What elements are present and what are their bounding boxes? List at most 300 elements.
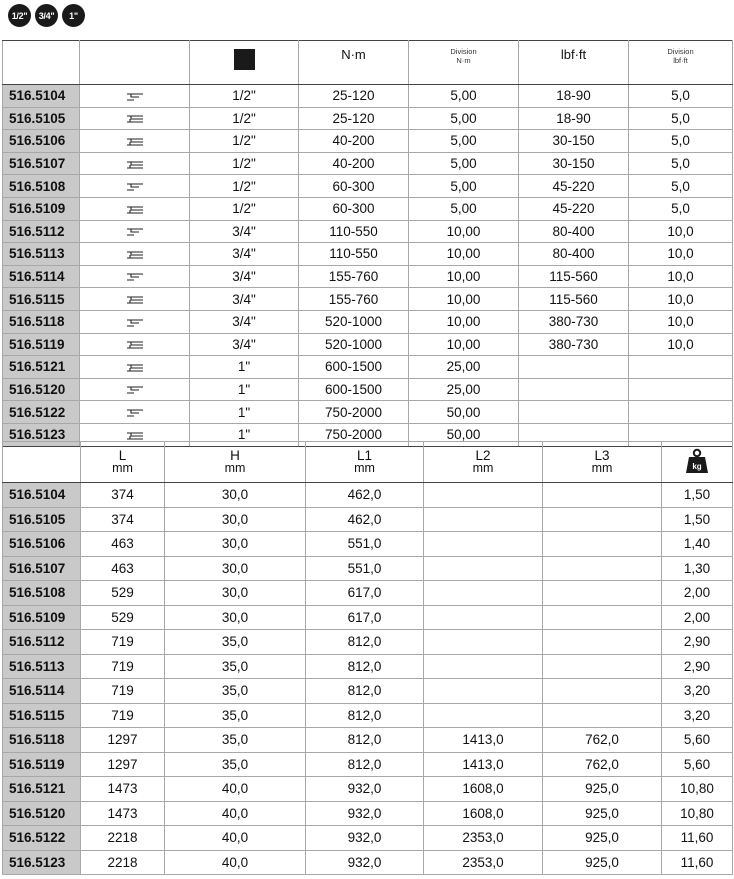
fixed-head-icon <box>126 92 144 102</box>
head-type-cell <box>80 243 190 266</box>
torque-table-row <box>3 197 733 220</box>
dimension-table-row <box>3 581 733 606</box>
torque-range-lbfft: 45-220 <box>519 197 629 220</box>
torque-range-lbfft: 30-150 <box>519 152 629 175</box>
article-code: 516.5107 <box>3 556 81 581</box>
head-type-cell <box>80 356 190 379</box>
division-nm: 5,00 <box>409 197 519 220</box>
length-L: 1297 <box>81 728 165 753</box>
length-L3: 925,0 <box>543 777 662 802</box>
drive-size: 1/2" <box>190 197 299 220</box>
division-nm: 10,00 <box>409 333 519 356</box>
L3-label: L3 <box>594 448 610 463</box>
dimension-table-row <box>3 752 733 777</box>
torque-range-lbfft: 115-560 <box>519 288 629 311</box>
division-lbfft: 5,0 <box>629 107 733 130</box>
torque-table-row <box>3 288 733 311</box>
drive-size: 1" <box>190 401 299 424</box>
dimension-table-row <box>3 605 733 630</box>
length-L: 374 <box>81 483 165 508</box>
height-H: 35,0 <box>165 630 306 655</box>
length-L1: 812,0 <box>306 752 424 777</box>
L-unit: mm <box>112 461 133 475</box>
torque-range-nm: 60-300 <box>299 197 409 220</box>
drive-size: 1/2" <box>190 152 299 175</box>
drive-size: 1" <box>190 423 299 446</box>
division-lbfft: 5,0 <box>629 85 733 108</box>
dimension-table-row <box>3 826 733 851</box>
ratchet-head-icon <box>126 160 144 170</box>
length-L: 1473 <box>81 777 165 802</box>
article-code: 516.5121 <box>3 777 81 802</box>
article-code: 516.5109 <box>3 605 81 630</box>
division-nm: 10,00 <box>409 243 519 266</box>
dimension-table <box>2 441 733 875</box>
weight-kg: 2,90 <box>662 630 733 655</box>
article-code: 516.5122 <box>3 401 80 424</box>
article-code: 516.5115 <box>3 288 80 311</box>
division-nm-unit: N·m <box>456 56 471 65</box>
division-nm: 5,00 <box>409 175 519 198</box>
head-type-cell <box>80 220 190 243</box>
height-H: 35,0 <box>165 654 306 679</box>
article-code: 516.5112 <box>3 630 81 655</box>
length-L2 <box>424 679 543 704</box>
ratchet-head-icon <box>126 295 144 305</box>
weight-kg: 10,80 <box>662 801 733 826</box>
length-L2 <box>424 556 543 581</box>
ratchet-head-icon <box>126 340 144 350</box>
length-L1: 617,0 <box>306 581 424 606</box>
torque-table-row <box>3 401 733 424</box>
torque-range-lbfft <box>519 356 629 379</box>
torque-range-lbfft: 115-560 <box>519 265 629 288</box>
drive-size: 1" <box>190 356 299 379</box>
torque-range-nm: 520-1000 <box>299 333 409 356</box>
length-L1: 551,0 <box>306 556 424 581</box>
length-L: 463 <box>81 532 165 557</box>
height-H: 40,0 <box>165 801 306 826</box>
division-lbfft <box>629 356 733 379</box>
dimension-table-row <box>3 556 733 581</box>
length-L1: 812,0 <box>306 728 424 753</box>
length-L: 1473 <box>81 801 165 826</box>
header-L2 <box>424 442 543 483</box>
height-H: 30,0 <box>165 483 306 508</box>
head-type-cell <box>80 107 190 130</box>
fixed-head-icon <box>126 227 144 237</box>
L3-unit: mm <box>591 461 613 475</box>
weight-kg-label: kg <box>692 462 702 471</box>
dimension-table-row <box>3 532 733 557</box>
torque-table-row <box>3 152 733 175</box>
header-lbfft: lbf·ft <box>519 41 629 85</box>
height-H: 30,0 <box>165 556 306 581</box>
weight-kg: 2,90 <box>662 654 733 679</box>
drive-size: 1" <box>190 378 299 401</box>
torque-table-row <box>3 175 733 198</box>
length-L3 <box>543 483 662 508</box>
division-lbfft <box>629 378 733 401</box>
torque-range-nm: 600-1500 <box>299 378 409 401</box>
division-nm: 10,00 <box>409 288 519 311</box>
weight-kg: 5,60 <box>662 728 733 753</box>
article-code: 516.5108 <box>3 581 81 606</box>
head-type-cell <box>80 310 190 333</box>
height-H: 40,0 <box>165 777 306 802</box>
article-code: 516.5121 <box>3 356 80 379</box>
length-L3: 762,0 <box>543 752 662 777</box>
torque-range-nm: 750-2000 <box>299 423 409 446</box>
torque-table-row <box>3 130 733 153</box>
dimension-table-row <box>3 507 733 532</box>
weight-kg: 1,30 <box>662 556 733 581</box>
head-type-cell <box>80 85 190 108</box>
drive-size: 1/2" <box>190 85 299 108</box>
division-lbfft: 5,0 <box>629 197 733 220</box>
length-L: 2218 <box>81 850 165 875</box>
torque-range-nm: 60-300 <box>299 175 409 198</box>
division-lbfft: 10,0 <box>629 310 733 333</box>
header-division-lbf <box>629 41 733 85</box>
torque-range-lbfft: 380-730 <box>519 310 629 333</box>
torque-range-lbfft: 30-150 <box>519 130 629 153</box>
length-L: 719 <box>81 654 165 679</box>
division-lbfft: 10,0 <box>629 333 733 356</box>
division-nm: 5,00 <box>409 152 519 175</box>
ratchet-head-icon <box>126 137 144 147</box>
length-L2 <box>424 532 543 557</box>
length-L3: 925,0 <box>543 850 662 875</box>
L1-unit: mm <box>354 461 375 475</box>
division-lbf-label: Division <box>667 47 694 56</box>
division-lbfft: 10,0 <box>629 220 733 243</box>
weight-kg: 2,00 <box>662 581 733 606</box>
length-L2 <box>424 630 543 655</box>
ratchet-head-icon <box>126 431 144 441</box>
torque-range-lbfft <box>519 401 629 424</box>
length-L3 <box>543 703 662 728</box>
length-L1: 812,0 <box>306 703 424 728</box>
article-code: 516.5118 <box>3 728 81 753</box>
dimension-table-row <box>3 679 733 704</box>
drive-badge-one-inch: 1" <box>62 4 85 27</box>
weight-kg: 11,60 <box>662 850 733 875</box>
division-nm: 25,00 <box>409 378 519 401</box>
fixed-head-icon <box>126 182 144 192</box>
length-L1: 812,0 <box>306 679 424 704</box>
drive-size: 3/4" <box>190 220 299 243</box>
article-code: 516.5115 <box>3 703 81 728</box>
length-L2: 1608,0 <box>424 801 543 826</box>
weight-kg: 5,60 <box>662 752 733 777</box>
weight-kg: 3,20 <box>662 679 733 704</box>
length-L: 529 <box>81 581 165 606</box>
torque-spec-table <box>2 40 733 447</box>
fixed-head-icon <box>126 318 144 328</box>
dimension-table-row <box>3 777 733 802</box>
article-code: 516.5107 <box>3 152 80 175</box>
length-L: 719 <box>81 630 165 655</box>
torque-table-row <box>3 378 733 401</box>
weight-kg-icon <box>685 448 709 474</box>
article-code: 516.5119 <box>3 752 81 777</box>
division-lbfft: 10,0 <box>629 243 733 266</box>
length-L3 <box>543 532 662 557</box>
head-type-cell <box>80 130 190 153</box>
L-label: L <box>118 448 127 463</box>
division-lbfft: 10,0 <box>629 288 733 311</box>
division-nm: 10,00 <box>409 310 519 333</box>
dimension-table-header <box>3 442 733 483</box>
header-H <box>165 442 306 483</box>
header-drive <box>190 41 299 85</box>
division-nm: 25,00 <box>409 356 519 379</box>
dimension-table-row <box>3 850 733 875</box>
height-H: 35,0 <box>165 728 306 753</box>
header-L <box>81 442 165 483</box>
torque-table-row <box>3 310 733 333</box>
torque-range-lbfft <box>519 378 629 401</box>
length-L3 <box>543 581 662 606</box>
article-code: 516.5113 <box>3 654 81 679</box>
torque-range-nm: 155-760 <box>299 288 409 311</box>
torque-range-nm: 155-760 <box>299 265 409 288</box>
head-type-cell <box>80 152 190 175</box>
length-L1: 812,0 <box>306 654 424 679</box>
weight-kg: 1,50 <box>662 507 733 532</box>
drive-badge-half: 1/2" <box>8 4 31 27</box>
length-L: 719 <box>81 679 165 704</box>
drive-size: 3/4" <box>190 333 299 356</box>
length-L3 <box>543 605 662 630</box>
height-H: 30,0 <box>165 532 306 557</box>
division-lbfft: 10,0 <box>629 265 733 288</box>
torque-table-row <box>3 356 733 379</box>
fixed-head-icon <box>126 272 144 282</box>
article-code: 516.5114 <box>3 265 80 288</box>
length-L2: 1413,0 <box>424 752 543 777</box>
dimension-table-row <box>3 703 733 728</box>
head-type-cell <box>80 378 190 401</box>
head-type-cell <box>80 197 190 220</box>
length-L1: 551,0 <box>306 532 424 557</box>
head-type-cell <box>80 401 190 424</box>
length-L2 <box>424 483 543 508</box>
header-head-type <box>80 41 190 85</box>
drive-size: 1/2" <box>190 107 299 130</box>
header-division-nm <box>409 41 519 85</box>
length-L2 <box>424 507 543 532</box>
article-code: 516.5106 <box>3 130 80 153</box>
torque-range-lbfft: 18-90 <box>519 107 629 130</box>
dimension-table-row <box>3 801 733 826</box>
length-L: 2218 <box>81 826 165 851</box>
length-L2: 1608,0 <box>424 777 543 802</box>
length-L: 374 <box>81 507 165 532</box>
height-H: 30,0 <box>165 605 306 630</box>
length-L3 <box>543 630 662 655</box>
header-code-2 <box>3 442 81 483</box>
torque-range-nm: 40-200 <box>299 152 409 175</box>
division-nm: 10,00 <box>409 220 519 243</box>
height-H: 30,0 <box>165 581 306 606</box>
torque-table-row <box>3 243 733 266</box>
division-nm: 50,00 <box>409 401 519 424</box>
weight-kg: 11,60 <box>662 826 733 851</box>
length-L1: 462,0 <box>306 507 424 532</box>
dimension-table-row <box>3 483 733 508</box>
torque-range-nm: 110-550 <box>299 243 409 266</box>
drive-size-badges <box>8 4 85 28</box>
drive-size: 1/2" <box>190 130 299 153</box>
weight-kg: 10,80 <box>662 777 733 802</box>
length-L: 463 <box>81 556 165 581</box>
division-lbfft: 5,0 <box>629 130 733 153</box>
torque-range-lbfft: 80-400 <box>519 243 629 266</box>
torque-range-nm: 600-1500 <box>299 356 409 379</box>
length-L2 <box>424 605 543 630</box>
dimension-table-row <box>3 728 733 753</box>
length-L3: 925,0 <box>543 801 662 826</box>
article-code: 516.5105 <box>3 507 81 532</box>
length-L1: 932,0 <box>306 777 424 802</box>
length-L: 1297 <box>81 752 165 777</box>
height-H: 35,0 <box>165 679 306 704</box>
drive-size: 3/4" <box>190 265 299 288</box>
header-nm: N·m <box>299 41 409 85</box>
article-code: 516.5105 <box>3 107 80 130</box>
division-nm: 10,00 <box>409 265 519 288</box>
torque-range-nm: 520-1000 <box>299 310 409 333</box>
length-L1: 462,0 <box>306 483 424 508</box>
L2-unit: mm <box>472 461 494 475</box>
article-code: 516.5122 <box>3 826 81 851</box>
torque-range-lbfft: 18-90 <box>519 85 629 108</box>
article-code: 516.5109 <box>3 197 80 220</box>
length-L2: 1413,0 <box>424 728 543 753</box>
L1-label: L1 <box>356 448 373 463</box>
division-nm: 5,00 <box>409 130 519 153</box>
height-H: 30,0 <box>165 507 306 532</box>
drive-size: 3/4" <box>190 288 299 311</box>
torque-range-nm: 25-120 <box>299 85 409 108</box>
length-L3 <box>543 556 662 581</box>
length-L1: 932,0 <box>306 850 424 875</box>
drive-size: 3/4" <box>190 310 299 333</box>
torque-table-row <box>3 333 733 356</box>
division-lbfft: 5,0 <box>629 152 733 175</box>
length-L: 529 <box>81 605 165 630</box>
length-L2 <box>424 581 543 606</box>
torque-range-lbfft: 80-400 <box>519 220 629 243</box>
ratchet-head-icon <box>126 250 144 260</box>
length-L: 719 <box>81 703 165 728</box>
article-code: 516.5120 <box>3 378 80 401</box>
weight-kg: 1,50 <box>662 483 733 508</box>
length-L2 <box>424 654 543 679</box>
article-code: 516.5120 <box>3 801 81 826</box>
weight-kg: 2,00 <box>662 605 733 630</box>
article-code: 516.5114 <box>3 679 81 704</box>
header-L3 <box>543 442 662 483</box>
drive-badge-three-quarter: 3/4" <box>35 4 58 27</box>
fixed-head-icon <box>126 385 144 395</box>
torque-table-row <box>3 107 733 130</box>
header-code <box>3 41 80 85</box>
torque-range-nm: 110-550 <box>299 220 409 243</box>
height-H: 40,0 <box>165 826 306 851</box>
division-nm: 5,00 <box>409 85 519 108</box>
article-code: 516.5112 <box>3 220 80 243</box>
height-H: 35,0 <box>165 703 306 728</box>
length-L1: 932,0 <box>306 826 424 851</box>
torque-range-nm: 40-200 <box>299 130 409 153</box>
drive-size: 1/2" <box>190 175 299 198</box>
article-code: 516.5119 <box>3 333 80 356</box>
article-code: 516.5106 <box>3 532 81 557</box>
length-L3: 762,0 <box>543 728 662 753</box>
length-L3 <box>543 507 662 532</box>
length-L1: 932,0 <box>306 801 424 826</box>
header-weight <box>662 442 733 483</box>
article-code: 516.5113 <box>3 243 80 266</box>
torque-range-nm: 25-120 <box>299 107 409 130</box>
fixed-head-icon <box>126 408 144 418</box>
height-H: 40,0 <box>165 850 306 875</box>
length-L3 <box>543 654 662 679</box>
division-nm: 50,00 <box>409 423 519 446</box>
article-code: 516.5118 <box>3 310 80 333</box>
torque-range-lbfft: 380-730 <box>519 333 629 356</box>
ratchet-head-icon <box>126 205 144 215</box>
head-type-cell <box>80 175 190 198</box>
ratchet-head-icon <box>126 114 144 124</box>
H-unit: mm <box>224 461 246 475</box>
division-lbfft: 5,0 <box>629 175 733 198</box>
square-drive-icon <box>234 49 255 70</box>
drive-size: 3/4" <box>190 243 299 266</box>
division-nm-label: Division <box>450 47 477 56</box>
torque-table-row <box>3 265 733 288</box>
division-lbfft <box>629 401 733 424</box>
torque-range-lbfft: 45-220 <box>519 175 629 198</box>
article-code: 516.5108 <box>3 175 80 198</box>
torque-table-header <box>3 41 733 85</box>
article-code: 516.5104 <box>3 85 80 108</box>
head-type-cell <box>80 333 190 356</box>
dimension-table-row <box>3 654 733 679</box>
dimension-table-row <box>3 630 733 655</box>
length-L2: 2353,0 <box>424 850 543 875</box>
H-label: H <box>230 448 240 463</box>
header-L1 <box>306 442 424 483</box>
length-L2: 2353,0 <box>424 826 543 851</box>
division-nm: 5,00 <box>409 107 519 130</box>
ratchet-head-icon <box>126 363 144 373</box>
torque-table-row <box>3 85 733 108</box>
length-L3 <box>543 679 662 704</box>
length-L1: 617,0 <box>306 605 424 630</box>
division-lbf-unit: lbf·ft <box>673 56 688 65</box>
article-code: 516.5123 <box>3 850 81 875</box>
torque-table-row <box>3 220 733 243</box>
length-L1: 812,0 <box>306 630 424 655</box>
height-H: 35,0 <box>165 752 306 777</box>
torque-range-nm: 750-2000 <box>299 401 409 424</box>
L2-label: L2 <box>475 448 491 463</box>
head-type-cell <box>80 288 190 311</box>
